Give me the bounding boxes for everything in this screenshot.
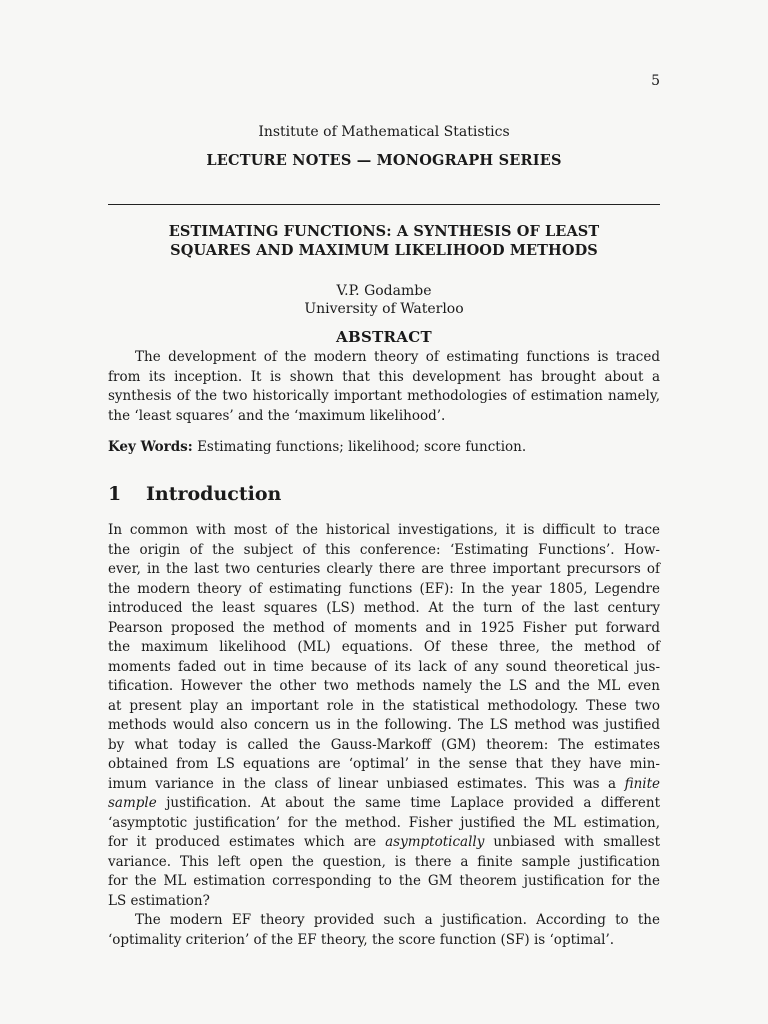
section-number: 1 [108, 483, 122, 505]
body-line: introduced the least squares (LS) method. At the turn of the last century [108, 600, 660, 616]
body-line: The modern EF theory provided such a justification. According to the [135, 912, 660, 928]
body-text: justification. At about the same time Laplace provided a different [156, 795, 660, 811]
title-line-2: SQUARES AND MAXIMUM LIKELIHOOD METHODS [170, 242, 598, 259]
paper-title [108, 222, 660, 260]
emphasis-text: asymptotically [385, 834, 485, 850]
keywords-label: Key Words: [108, 439, 193, 455]
body-line: for the ML estimation corresponding to the GM theorem justification for the [108, 873, 660, 889]
keywords [108, 438, 660, 457]
series-name: LECTURE NOTES — MONOGRAPH SERIES [206, 152, 562, 169]
body-line [108, 794, 660, 814]
body-text: for it produced estimates which are [108, 834, 386, 850]
institute-name: Institute of Mathematical Statistics [258, 124, 510, 140]
body-line [108, 775, 660, 795]
body-line: ever, in the last two centuries clearly there are three important precursors of [108, 561, 660, 577]
introduction-body [108, 521, 660, 950]
body-line: methods would also concern us in the following. The LS method was justified [108, 717, 660, 733]
body-line: ‘asymptotic justification’ for the method. Fisher justified the ML estimation, [108, 814, 660, 831]
author-block [108, 282, 660, 318]
body-line: moments faded out in time because of its lack of any sound theoretical jus- [108, 658, 660, 675]
body-line: tification. However the other two methods namely the LS and the ML even [108, 678, 660, 694]
section-heading [108, 482, 660, 506]
emphasis-text: sample [108, 795, 157, 811]
emphasis-text: finite [624, 775, 660, 792]
author-name: V.P. Godambe [336, 283, 432, 299]
body-line: Pearson proposed the method of moments and in 1925 Fisher put forward [108, 619, 660, 636]
body-line: by what today is called the Gauss-Markoff (GM) theorem: The estimates [108, 736, 660, 753]
body-line: the modern theory of estimating functions (EF): In the year 1805, Legendre [108, 580, 660, 597]
header-rule [108, 204, 660, 205]
body-line: In common with most of the historical investigations, it is difficult to trace [108, 522, 660, 538]
keywords-text: Estimating functions; likelihood; score function. [197, 439, 527, 455]
body-line: ‘optimality criterion’ of the EF theory, the score function (SF) is ‘optimal’. [108, 931, 615, 948]
body-line: LS estimation? [108, 892, 210, 909]
body-line: at present play an important role in the statistical methodology. These two [108, 697, 660, 714]
section-title: Introduction [146, 483, 282, 505]
abstract-heading: ABSTRACT [336, 328, 432, 346]
abstract-text: The development of the modern theory of estimating functions is traced from its inception. It is shown that this development has brought about a synthesis of the two historically important methodologies of estimation namely, the ‘least squares’ and the ‘maximum likelihood’. [108, 349, 660, 424]
body-line [108, 833, 660, 853]
body-text: unbiased with smallest [484, 834, 660, 850]
title-line-1: ESTIMATING FUNCTIONS: A SYNTHESIS OF LEAST [168, 223, 600, 240]
body-text: imum variance in the class of linear unbiased estimates. This was a [108, 775, 625, 792]
body-line: obtained from LS equations are ‘optimal’ in the sense that they have min- [108, 756, 660, 772]
page-number: 5 [651, 73, 660, 89]
body-line: the origin of the subject of this conference: ‘Estimating Functions’. How- [108, 541, 660, 558]
body-line: the maximum likelihood (ML) equations. Of these three, the method of [108, 639, 660, 655]
author-affiliation: University of Waterloo [304, 301, 464, 317]
series-header [108, 123, 660, 170]
body-line: variance. This left open the question, is there a finite sample justification [108, 853, 660, 870]
